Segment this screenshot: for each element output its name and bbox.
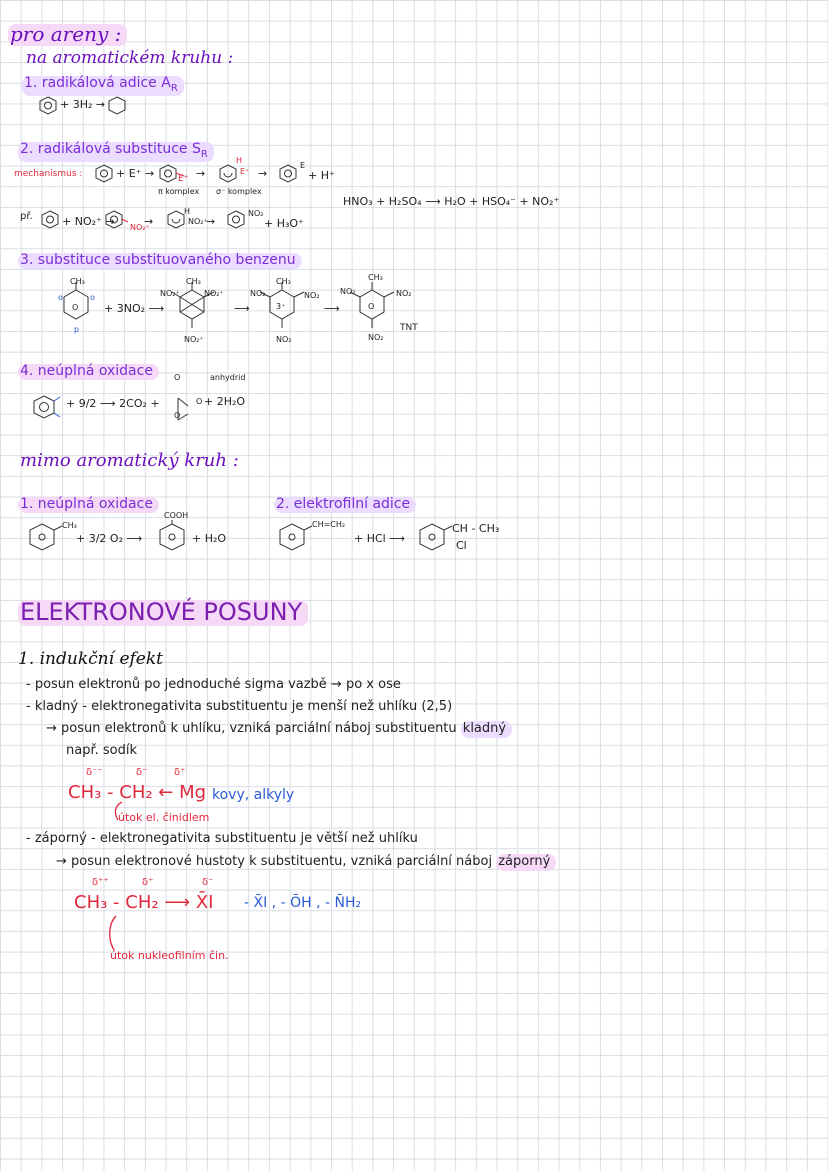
mechanism-label: mechanismus : — [14, 169, 83, 179]
int2-charge: 3⁺ — [276, 302, 286, 311]
mimo-title: mimo aromatický kruh : — [20, 450, 239, 471]
section1-heading: 1. radikálová adice $A_R$ — [22, 76, 184, 96]
int2-no2-bottom: NO₂ — [276, 335, 292, 344]
example-step3: → — [206, 215, 216, 228]
int1-no2-left: NO₂⁺ — [160, 289, 180, 298]
inductive-line-5: - záporný - elektronegativita substituentu je větší než uhlíku — [26, 831, 418, 846]
ortho-left: o — [58, 293, 63, 302]
mimo-s2-product: CH - CH₃ — [452, 522, 500, 535]
delta-mg: δ⁺ — [174, 767, 186, 778]
ortho-right: o — [90, 293, 95, 302]
delta-x: δ⁻ — [202, 877, 214, 888]
mimo-s2-heading: 2. elektrofilní adice — [274, 497, 416, 513]
metals-alkyls-note: kovy, alkyly — [212, 787, 295, 803]
inductive-line-4: např. sodík — [66, 743, 137, 758]
mech-step1: + E⁺ → — [116, 167, 155, 180]
mimo-s1-heading: 1. neúplná oxidace — [18, 497, 159, 513]
electrophile-attack-note: útok el. činidlem — [118, 811, 210, 824]
inductive-line-3: → posun elektronů k uhlíku, vzniká parciální náboj substituentu kladný — [46, 722, 512, 735]
anhydrid-label: anhydrid — [210, 373, 246, 382]
benzoic-cooh: COOH — [164, 511, 189, 520]
anhydride-o-bottom: O — [174, 411, 181, 420]
tnt-ch3: CH₃ — [368, 273, 383, 282]
toluene-ch3: CH₃ — [70, 277, 85, 286]
tnt-label: TNT — [400, 323, 418, 333]
mimo-s2-product-cl: Cl — [456, 539, 467, 552]
oxidation-rhs: + 2H₂O — [204, 395, 246, 408]
oxidation-lhs: + 9/2 ⟶ 2CO₂ + — [66, 397, 160, 410]
section3-heading: 3. substituce substituovaného benzenu — [18, 253, 302, 269]
page-subtitle: na aromatickém kruhu : — [26, 48, 234, 68]
section2-heading: 2. radikálová substituce $S_R$ — [18, 142, 214, 162]
delta-ch3: δ⁻⁻ — [86, 767, 103, 778]
example-step2: → — [144, 215, 154, 228]
mech-h: H — [236, 156, 243, 165]
sigma-complex-label: σ⁻ komplex — [216, 187, 262, 196]
example-h: H — [184, 207, 191, 216]
example-no2plus: NO₂⁺ — [130, 223, 150, 232]
section1-equation: + 3H₂ → — [60, 98, 106, 111]
formula-mg: CH₃ - CH₂ ← Mg — [68, 782, 207, 803]
electron-shifts-title: ELEKTRONOVÉ POSUNY — [18, 600, 308, 626]
int2-ch3: CH₃ — [276, 277, 291, 286]
mech-e: E — [300, 161, 306, 170]
toluene-ring-o: O — [72, 303, 79, 312]
anhydride-o-top: O — [174, 373, 181, 382]
tnt-no2-bottom: NO₂ — [368, 333, 384, 342]
inductive-line-2: - kladný - elektronegativita substituentu je menší než uhlíku (2,5) — [26, 699, 453, 714]
delta-ch3-2: δ⁺⁺ — [92, 877, 109, 888]
int2-no2-left: NO₂ — [250, 289, 266, 298]
int1-no2-bottom: NO₂⁺ — [184, 335, 204, 344]
int1-no2-right: NO₂⁺ — [204, 289, 224, 298]
example-no2: NO₂ — [248, 209, 264, 218]
nitration-side-equation: HNO₃ + H₂SO₄ ⟶ H₂O + HSO₄⁻ + NO₂⁺ — [343, 195, 560, 208]
delta-ch2: δ⁻ — [136, 767, 148, 778]
anhydride-o-ring: O — [196, 397, 203, 406]
step-arrow-2: ⟶ — [324, 302, 340, 315]
example-step4: + H₃O⁺ — [264, 217, 304, 230]
page-title: pro areny : — [8, 24, 127, 46]
mech-step4: + H⁺ — [308, 169, 335, 182]
attack-arrow-icon-2 — [104, 914, 124, 954]
tnt-no2-left: NO₂ — [340, 287, 356, 296]
example-no2plus-2: NO₂⁺ — [188, 217, 208, 226]
mech-eplus-2: E⁺ — [240, 167, 250, 176]
tnt-ring-o: O — [368, 302, 375, 311]
delta-ch2-2: δ⁺ — [142, 877, 154, 888]
substituent-examples: - X̄I , - ŌH , - N̄H₂ — [244, 895, 362, 911]
example-step1: + NO₂⁺ → — [62, 215, 115, 228]
step-arrow-1: ⟶ — [234, 302, 250, 315]
pi-complex-label: π komplex — [158, 187, 200, 196]
para-mark: p — [74, 325, 80, 334]
mimo-s1-rhs: + H₂O — [192, 532, 227, 545]
inductive-line-1: - posun elektronů po jednoduché sigma vazbě → po x ose — [26, 677, 401, 692]
tnt-no2-right: NO₂ — [396, 289, 412, 298]
mimo-s2-mid: + HCl ⟶ — [354, 532, 405, 545]
section4-heading: 4. neúplná oxidace — [18, 364, 159, 380]
inductive-heading: 1. indukční efekt — [18, 649, 163, 669]
int2-no2-right: NO₂ — [304, 291, 320, 300]
styrene-vinyl: CH=CH₂ — [312, 520, 346, 529]
plus-3no2: + 3NO₂ ⟶ — [104, 302, 165, 315]
mimo-s1-mid: + 3/2 O₂ ⟶ — [76, 532, 143, 545]
toluene-ch3-label: CH₃ — [62, 521, 77, 530]
mech-eplus: E⁺ — [178, 174, 189, 184]
example-label: př. — [20, 211, 33, 222]
int1-ch3: CH₃ — [186, 277, 201, 286]
formula-x: CH₃ - CH₂ ⟶ X̄I — [74, 892, 214, 913]
mech-step2: → — [196, 167, 206, 180]
mech-step3: → — [258, 167, 268, 180]
inductive-line-6: → posun elektronové hustoty k substituentu, vzniká parciální náboj záporný — [56, 855, 556, 868]
nucleophile-attack-note: útok nukleofilním čin. — [110, 949, 229, 962]
